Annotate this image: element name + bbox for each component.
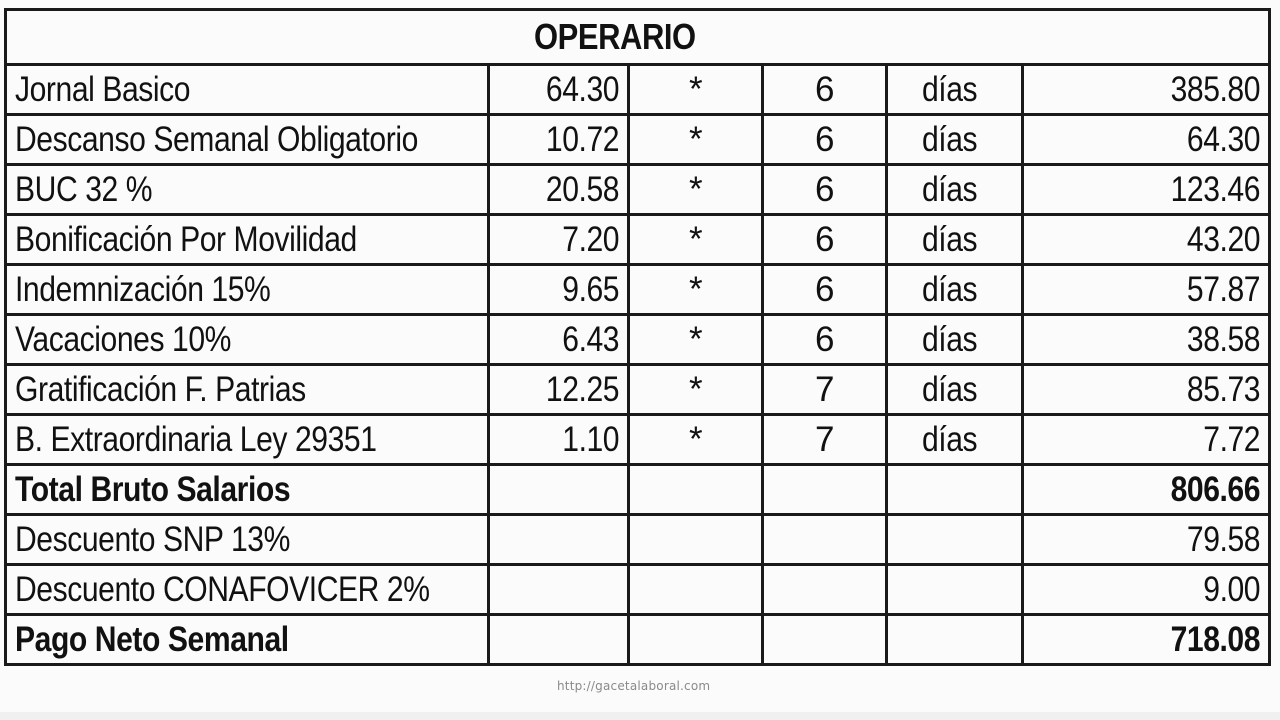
concept-text: Pago Neto Semanal: [15, 620, 289, 659]
operator-cell: [629, 265, 763, 315]
concept-cell: [6, 465, 489, 515]
amount-text: 38.58: [1186, 320, 1261, 359]
operator-text: *: [688, 70, 703, 109]
operator-cell: [629, 165, 763, 215]
unit-cell: [887, 65, 1023, 115]
operator-cell: [629, 315, 763, 365]
days-count-cell: [763, 415, 887, 465]
days-count-text: 6: [815, 320, 834, 359]
amount-cell: [1023, 115, 1270, 165]
days-count-text: 7: [815, 370, 834, 409]
amount-text: 718.08: [1170, 620, 1261, 659]
concept-cell: [6, 65, 489, 115]
table-row: [6, 315, 1270, 365]
operator-text: *: [688, 270, 703, 309]
rate-cell: [489, 165, 629, 215]
amount-text: 806.66: [1170, 470, 1261, 509]
operator-cell: [629, 115, 763, 165]
amount-cell: [1023, 615, 1270, 665]
concept-cell: [6, 215, 489, 265]
rate-text: 7.20: [562, 220, 619, 259]
concept-text: B. Extraordinaria Ley 29351: [15, 420, 377, 459]
table-row: [6, 415, 1270, 465]
concept-text: Descanso Semanal Obligatorio: [15, 120, 418, 159]
rate-cell: [489, 315, 629, 365]
rate-cell: [489, 365, 629, 415]
days-count-cell: [763, 615, 887, 665]
days-count-cell: [763, 515, 887, 565]
amount-text: 85.73: [1186, 370, 1261, 409]
payroll-table: [4, 8, 1271, 666]
concept-text: Indemnización 15%: [15, 270, 271, 309]
rate-text: 20.58: [545, 170, 619, 209]
unit-text: días: [922, 420, 978, 459]
days-count-cell: [763, 465, 887, 515]
amount-text: 79.58: [1186, 520, 1261, 559]
rate-text: 1.10: [562, 420, 619, 459]
amount-cell: [1023, 165, 1270, 215]
rate-cell: [489, 615, 629, 665]
concept-cell: [6, 315, 489, 365]
concept-cell: [6, 365, 489, 415]
unit-text: días: [922, 70, 978, 109]
amount-cell: [1023, 265, 1270, 315]
concept-cell: [6, 265, 489, 315]
concept-cell: [6, 565, 489, 615]
unit-cell: [887, 465, 1023, 515]
rate-text: 64.30: [545, 70, 619, 109]
operator-text: *: [688, 120, 703, 159]
amount-cell: [1023, 365, 1270, 415]
concept-cell: [6, 115, 489, 165]
concept-cell: [6, 515, 489, 565]
amount-text: 9.00: [1203, 570, 1261, 609]
operator-cell: [629, 65, 763, 115]
operator-cell: [629, 615, 763, 665]
days-count-cell: [763, 565, 887, 615]
table-row: [6, 365, 1270, 415]
unit-text: días: [922, 320, 978, 359]
days-count-cell: [763, 65, 887, 115]
rate-text: 12.25: [545, 370, 619, 409]
rate-cell: [489, 115, 629, 165]
unit-cell: [887, 265, 1023, 315]
days-count-text: 6: [815, 120, 834, 159]
rate-text: 10.72: [545, 120, 619, 159]
unit-cell: [887, 315, 1023, 365]
unit-cell: [887, 515, 1023, 565]
amount-cell: [1023, 65, 1270, 115]
concept-text: Jornal Basico: [15, 70, 191, 109]
concept-cell: [6, 615, 489, 665]
table-row: [6, 215, 1270, 265]
rate-cell: [489, 465, 629, 515]
days-count-cell: [763, 315, 887, 365]
amount-cell: [1023, 565, 1270, 615]
amount-text: 64.30: [1186, 120, 1261, 159]
table-row: [6, 565, 1270, 615]
operator-cell: [629, 365, 763, 415]
days-count-text: 6: [815, 70, 834, 109]
unit-cell: [887, 215, 1023, 265]
amount-text: 7.72: [1203, 420, 1261, 459]
table-row: [6, 265, 1270, 315]
unit-text: días: [922, 270, 978, 309]
table-title-row: [6, 10, 1270, 65]
operator-cell: [629, 415, 763, 465]
amount-cell: [1023, 315, 1270, 365]
unit-text: días: [922, 370, 978, 409]
operator-cell: [629, 515, 763, 565]
operator-cell: [629, 215, 763, 265]
amount-cell: [1023, 415, 1270, 465]
unit-cell: [887, 365, 1023, 415]
amount-cell: [1023, 215, 1270, 265]
operator-text: *: [688, 420, 703, 459]
rate-text: 6.43: [562, 320, 619, 359]
amount-text: 57.87: [1186, 270, 1261, 309]
unit-text: días: [922, 170, 978, 209]
rate-cell: [489, 515, 629, 565]
unit-cell: [887, 115, 1023, 165]
days-count-text: 6: [815, 170, 834, 209]
concept-cell: [6, 165, 489, 215]
days-count-text: 7: [815, 420, 834, 459]
concept-text: Bonificación Por Movilidad: [15, 220, 357, 259]
days-count-cell: [763, 215, 887, 265]
amount-text: 43.20: [1186, 220, 1261, 259]
rate-text: 9.65: [562, 270, 619, 309]
unit-text: días: [922, 120, 978, 159]
rate-cell: [489, 65, 629, 115]
amount-cell: [1023, 465, 1270, 515]
days-count-cell: [763, 365, 887, 415]
rate-cell: [489, 565, 629, 615]
days-count-cell: [763, 265, 887, 315]
rate-cell: [489, 215, 629, 265]
table-row: [6, 615, 1270, 665]
table-row: [6, 115, 1270, 165]
amount-text: 123.46: [1170, 170, 1261, 209]
table-title-cell: [6, 10, 1270, 65]
days-count-text: 6: [815, 270, 834, 309]
table-row: [6, 465, 1270, 515]
days-count-cell: [763, 165, 887, 215]
table-row: [6, 515, 1270, 565]
table-row: [6, 65, 1270, 115]
watermark-url: http://gacetalaboral.com: [557, 679, 711, 693]
page-bottom-edge: [0, 712, 1280, 720]
table-title: OPERARIO: [533, 16, 696, 57]
operator-text: *: [688, 320, 703, 359]
days-count-text: 6: [815, 220, 834, 259]
amount-cell: [1023, 515, 1270, 565]
concept-text: Total Bruto Salarios: [15, 470, 291, 509]
concept-text: Gratificación F. Patrias: [15, 370, 306, 409]
concept-text: BUC 32 %: [15, 170, 153, 209]
rate-cell: [489, 415, 629, 465]
unit-cell: [887, 565, 1023, 615]
concept-text: Vacaciones 10%: [15, 320, 231, 359]
operator-text: *: [688, 370, 703, 409]
concept-cell: [6, 415, 489, 465]
table-row: [6, 165, 1270, 215]
concept-text: Descuento SNP 13%: [15, 520, 290, 559]
unit-cell: [887, 165, 1023, 215]
amount-text: 385.80: [1170, 70, 1261, 109]
concept-text: Descuento CONAFOVICER 2%: [15, 570, 430, 609]
operator-cell: [629, 565, 763, 615]
days-count-cell: [763, 115, 887, 165]
unit-cell: [887, 415, 1023, 465]
operator-cell: [629, 465, 763, 515]
unit-text: días: [922, 220, 978, 259]
operator-text: *: [688, 170, 703, 209]
operator-text: *: [688, 220, 703, 259]
rate-cell: [489, 265, 629, 315]
unit-cell: [887, 615, 1023, 665]
